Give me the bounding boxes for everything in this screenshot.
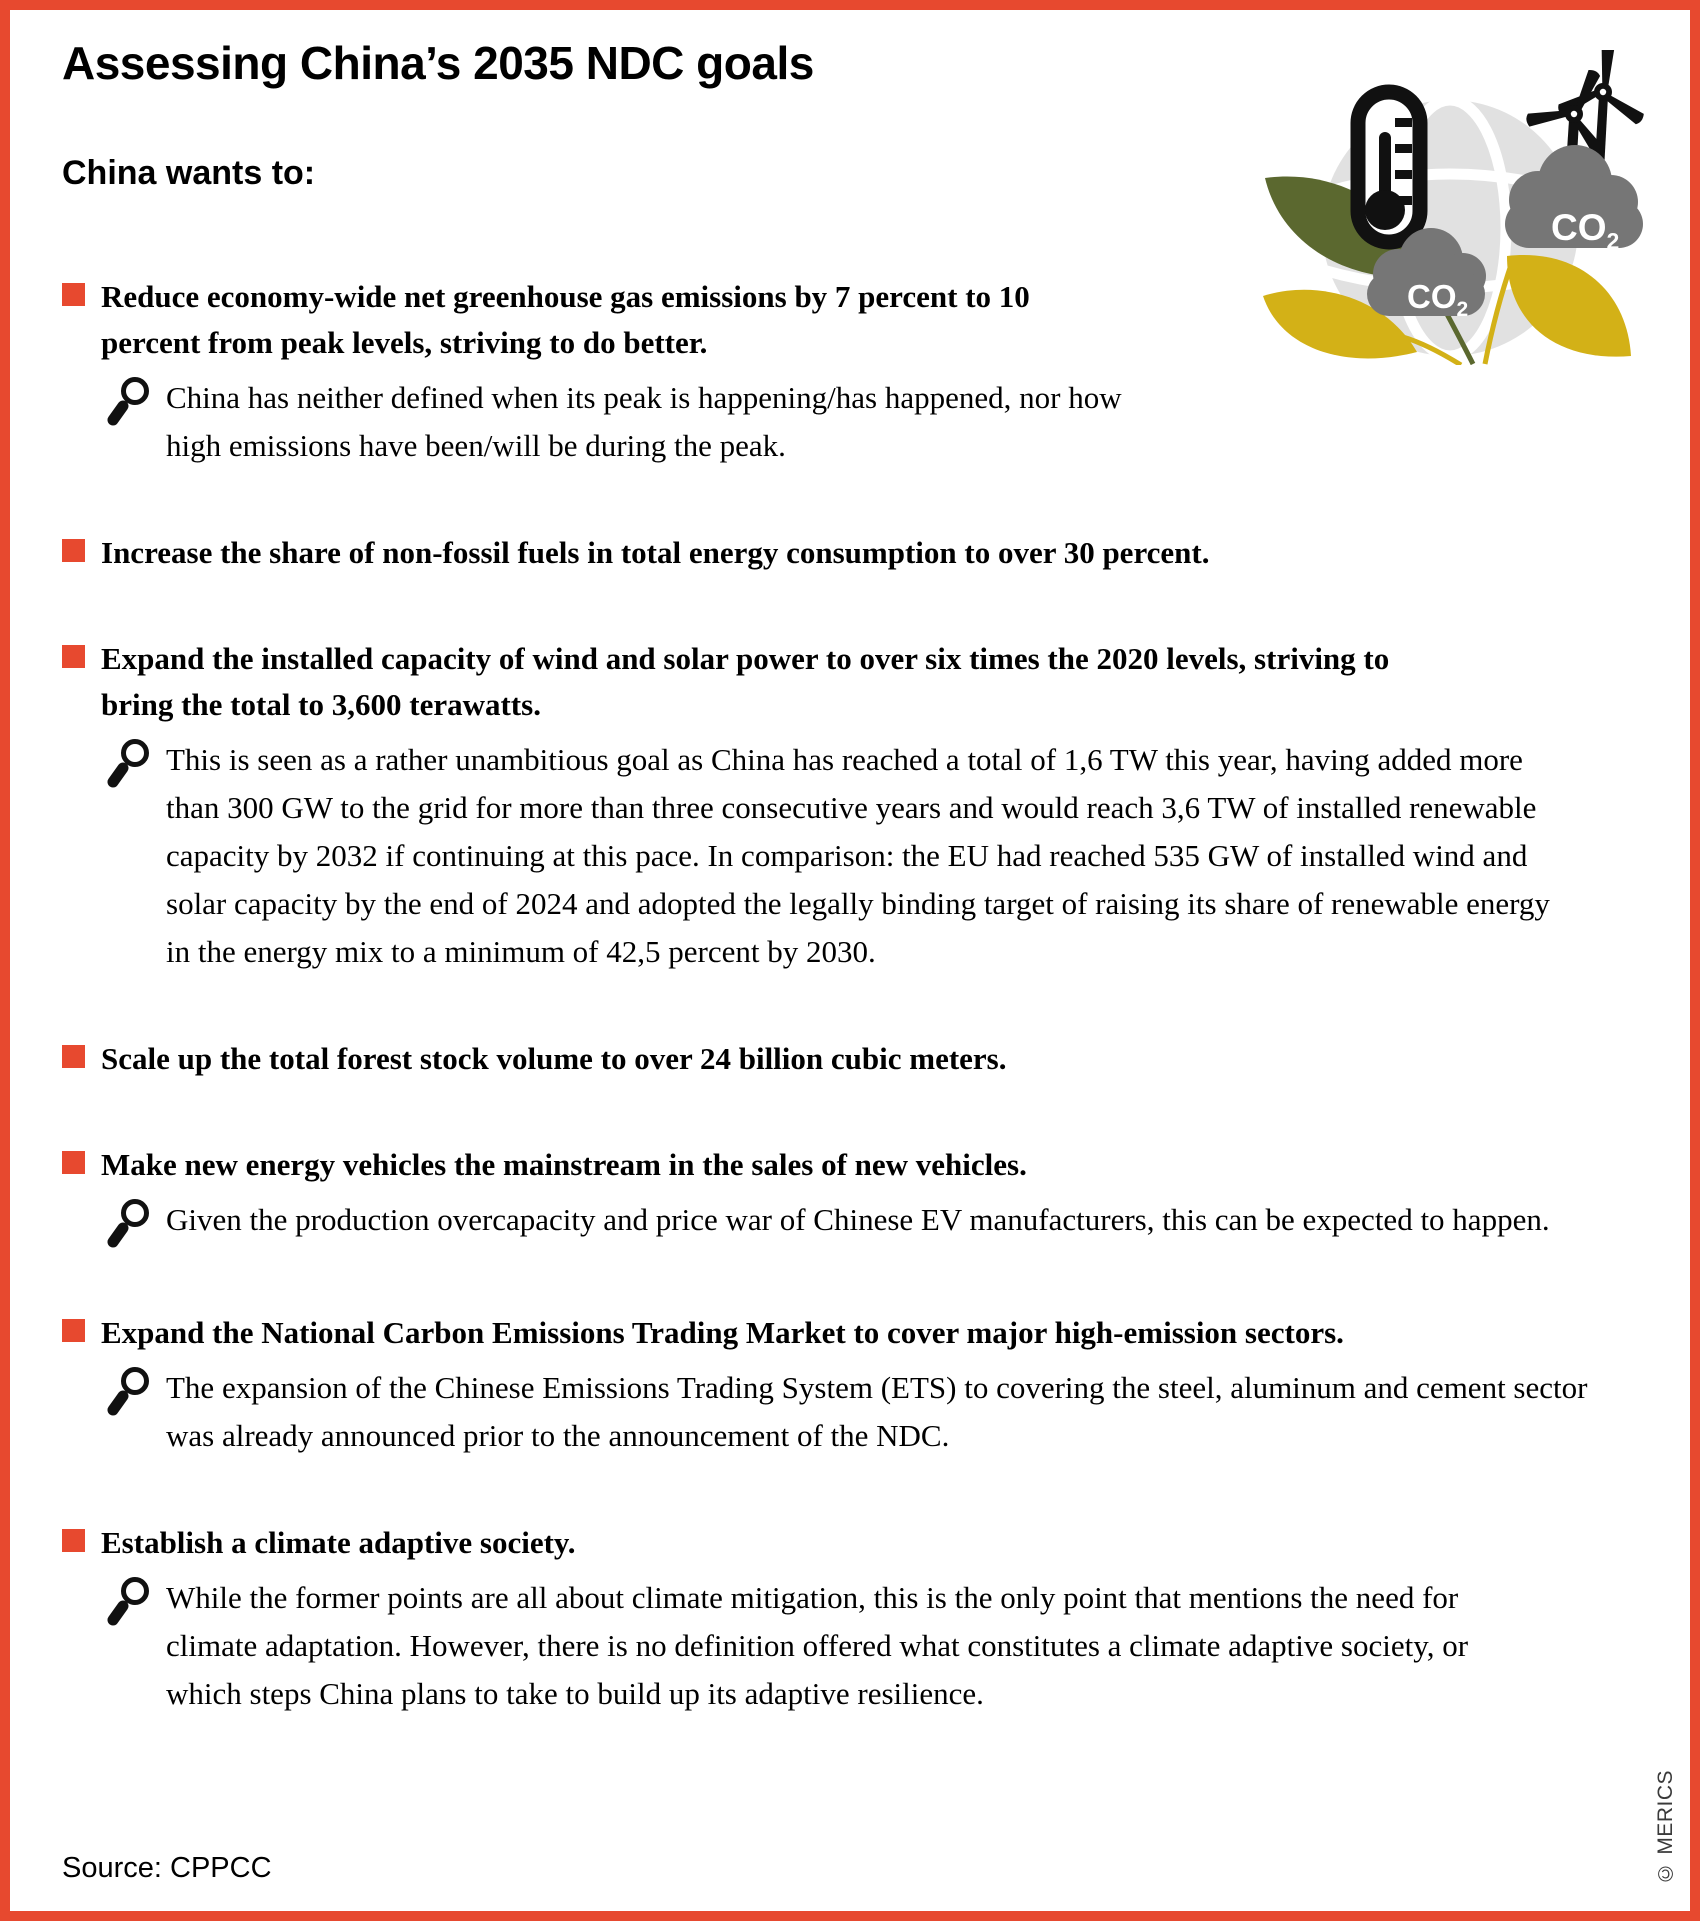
goal-item [62,1142,1640,1250]
svg-text:CO2: $CO_2$ [1407,278,1469,321]
goal-item [62,1520,1640,1718]
goal-note-text: While the former points are all about climate mitigation, this is the only point that mentions the need for climate adaptation. However, there is no definition offered what constitutes a climate adaptive society, or which steps China plans to take to build up its adaptive resilience. [166,1579,1469,1711]
goal-note [105,1574,1640,1718]
magnifier-icon [105,376,151,428]
goal-note [105,1196,1640,1250]
goal-text: Expand the installed capacity of wind and solar power to over six times the 2020 levels, striving to bring the total to 3,600 terawatts. [101,640,1390,722]
goal-item [62,636,1640,976]
goal-text: Reduce economy-wide net greenhouse gas emissions by 7 percent to 10 percent from peak levels, striving to do better. [101,278,1030,360]
goal-note-text: This is seen as a rather unambitious goal as China has reached a total of 1,6 TW this year, having added more than 300 GW to the grid for more than three consecutive years and would reach 3,6 TW of installed renewable capacity by 2032 if continuing at this pace. In comparison: the EU had reached 535 GW of installed wind and solar capacity by the end of 2024 and adopted the legally binding target of raising its share of renewable energy in the energy mix to a minimum of 42,5 percent by 2030. [166,741,1550,969]
magnifier-icon [105,1198,151,1250]
goal-text: Scale up the total forest stock volume to over 24 billion cubic meters. [101,1040,1007,1076]
page-title: Assessing China’s 2035 NDC goals [62,37,814,89]
goal-text: Make new energy vehicles the mainstream in the sales of new vehicles. [101,1146,1027,1182]
merics-credit: © MERICS [1654,1770,1677,1885]
bullet-square-icon [62,1151,85,1174]
goal-note-text: China has neither defined when its peak is happening/has happened, nor how high emissions have been/will be during the peak. [166,379,1122,463]
goal-item [62,1036,1640,1082]
goals-list [62,274,1640,1718]
bullet-square-icon [62,645,85,668]
climate-illustration [1255,50,1665,365]
goal-item [62,530,1640,576]
bullet-square-icon [62,1529,85,1552]
magnifier-icon [105,1576,151,1628]
svg-text:CO2: $CO_2$ [1551,207,1620,254]
goal-text: Increase the share of non-fossil fuels in total energy consumption to over 30 percent. [101,534,1210,570]
magnifier-icon [105,1366,151,1418]
bullet-square-icon [62,1045,85,1068]
goal-note-text: The expansion of the Chinese Emissions Trading System (ETS) to covering the steel, aluminum and cement sector was already announced prior to the announcement of the NDC. [166,1369,1588,1453]
goal-note [105,374,1640,470]
goal-text: Establish a climate adaptive society. [101,1524,576,1560]
source-text: Source: CPPCC [62,1852,272,1884]
bullet-square-icon [62,539,85,562]
yellow-leaf-right-icon [1507,255,1631,357]
thermometer-icon [1358,92,1420,242]
goal-item [62,1310,1640,1460]
bullet-square-icon [62,1319,85,1342]
goal-note [105,736,1640,976]
bullet-square-icon [62,283,85,306]
goal-note-text: Given the production overcapacity and price war of Chinese EV manufacturers, this can be expected to happen. [166,1201,1550,1237]
goal-text: Expand the National Carbon Emissions Trading Market to cover major high-emission sectors. [101,1314,1344,1350]
intro-text: China wants to: [62,154,316,193]
goal-note [105,1364,1640,1460]
magnifier-icon [105,738,151,790]
